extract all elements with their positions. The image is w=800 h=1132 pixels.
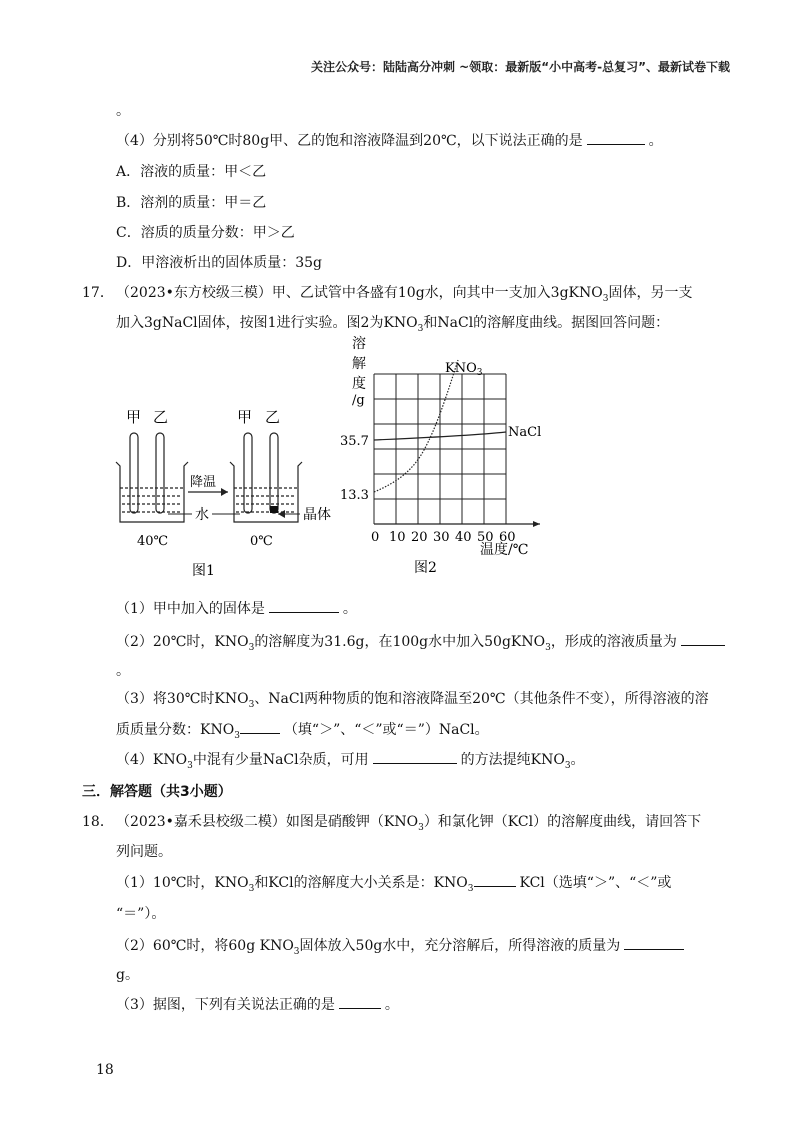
figure2-solubility-chart bbox=[328, 332, 558, 582]
q17-sub3-line1: （3）将30℃时$KNO_3$、NaCl两种物质的饱和溶液降温至20℃（其他条件不变），所得溶液的溶 bbox=[116, 691, 709, 710]
crystal-deposit bbox=[270, 506, 278, 513]
x-tick-label: 10 bbox=[389, 530, 406, 545]
label-jia-1: 甲 bbox=[126, 408, 142, 426]
arrowhead bbox=[221, 488, 228, 496]
beaker-2 bbox=[230, 433, 302, 522]
y-tick-13-3: 13.3 bbox=[340, 488, 369, 503]
crystal-arrowhead bbox=[278, 510, 285, 518]
trailing-period: 。 bbox=[116, 103, 130, 119]
kno3-label: $KNO_3$ bbox=[445, 361, 483, 378]
q18-sub1-line2: “＝”）。 bbox=[116, 906, 166, 922]
crystal-label: 晶体 bbox=[303, 507, 331, 523]
q17-sub2-end: 。 bbox=[116, 663, 130, 679]
x-tick-label: 20 bbox=[411, 530, 428, 545]
answer-blank[interactable] bbox=[474, 872, 516, 887]
y-axis-char-3: 度 bbox=[352, 376, 366, 392]
option-a: A．溶液的质量：甲＜乙 bbox=[116, 164, 267, 180]
page-header: 关注公众号：陆陆高分冲刺 ~领取：最新版“小中高考-总复习”、最新试卷下载 bbox=[311, 60, 730, 74]
temp-40: 40℃ bbox=[137, 534, 169, 549]
section-3-heading: 三．解答题（共3小题） bbox=[82, 784, 232, 800]
figure2-caption: 图2 bbox=[414, 560, 437, 576]
x-tick-label: 40 bbox=[455, 530, 472, 545]
x-axis-arrow bbox=[533, 521, 540, 527]
cooling-label: 降温 bbox=[190, 475, 217, 490]
q17-sub2: （2）20℃时，$KNO_3$的溶解度为31.6g，在100g水中加入50gKNO$_3$，形成的溶液质量为 bbox=[116, 631, 729, 653]
q18-stem-line1: （2023•嘉禾县校级二模）如图是硝酸钾$(KNO_3)$和氯化钾（KCl）的溶解度曲线，请回答下 bbox=[116, 814, 702, 833]
kno3-curve bbox=[374, 360, 458, 492]
figure1-caption: 图1 bbox=[192, 563, 215, 579]
label-yi-1: 乙 bbox=[153, 408, 169, 426]
y-tick-35-7: 35.7 bbox=[340, 434, 369, 449]
label-yi-2: 乙 bbox=[265, 408, 281, 426]
grid bbox=[374, 374, 506, 524]
q17-stem-line2: 加入3gNaCl固体，按图1进行实验。图2为$KNO_3$和NaCl的溶解度曲线。据图回答问题： bbox=[116, 315, 670, 334]
q18-sub1-line1: （1）10℃时，$KNO_3$和KCl的溶解度大小关系是：$KNO_3$ KCl（选填“＞”、“＜”或 bbox=[116, 872, 671, 894]
y-axis-char-2: 解 bbox=[352, 356, 366, 372]
option-b: B．溶剂的质量：甲＝乙 bbox=[116, 195, 267, 211]
x-tick-label: 0 bbox=[371, 530, 380, 545]
answer-blank[interactable] bbox=[339, 994, 381, 1009]
x-tick-label: 60 bbox=[499, 530, 516, 545]
water-label: 水 bbox=[195, 507, 209, 523]
y-axis-char-1: 溶 bbox=[352, 336, 366, 352]
answer-blank[interactable] bbox=[624, 935, 684, 950]
q17-sub3-line2: 质质量分数：$KNO_3$ （填“＞”、“＜”或“＝”）NaCl。 bbox=[116, 719, 489, 741]
temp-0: 0℃ bbox=[250, 534, 273, 549]
beaker-1 bbox=[116, 433, 188, 522]
answer-blank[interactable] bbox=[240, 719, 280, 734]
answer-blank[interactable] bbox=[681, 631, 725, 646]
option-c: C．溶质的质量分数：甲＞乙 bbox=[116, 225, 295, 241]
q17-number: 17． bbox=[82, 285, 114, 301]
q18-stem-line2: 列问题。 bbox=[116, 844, 172, 860]
answer-blank[interactable] bbox=[587, 130, 645, 145]
y-axis-char-4: /g bbox=[352, 393, 365, 408]
x-tick-label: 50 bbox=[477, 530, 494, 545]
q17-stem-line1: （2023•东方校级三模）甲、乙试管中各盛有10g水，向其中一支加入3gKNO$_3$固体，另一支 bbox=[116, 285, 693, 304]
q17-sub4: $(4)KNO_3$中混有少量NaCl杂质，可用 的方法提纯$KNO_3$。 bbox=[116, 749, 585, 771]
q18-sub2-line1: （2）60℃时，将60g $KNO_3$固体放入50g水中，充分溶解后，所得溶液的质量为 bbox=[116, 935, 688, 957]
label-jia-2: 甲 bbox=[237, 408, 253, 426]
page-number: 18 bbox=[96, 1062, 114, 1078]
q17-sub1: （1）甲中加入的固体是 。 bbox=[116, 598, 357, 618]
x-tick-label: 30 bbox=[433, 530, 450, 545]
x-axis-label: 温度/℃ bbox=[480, 542, 529, 558]
q16-sub4-stem: （4）分别将50℃时80g甲、乙的饱和溶液降温到20℃，以下说法正确的是 。 bbox=[116, 130, 663, 150]
answer-blank[interactable] bbox=[373, 749, 457, 764]
q18-sub3: （3）据图，下列有关说法正确的是 。 bbox=[116, 994, 399, 1014]
figure1-beakers bbox=[100, 400, 350, 585]
answer-blank[interactable] bbox=[269, 598, 339, 613]
option-d: D．甲溶液析出的固体质量：35g bbox=[116, 255, 323, 271]
nacl-label: NaCl bbox=[508, 425, 542, 440]
q18-sub2-line2: g。 bbox=[116, 967, 139, 983]
q18-number: 18． bbox=[82, 814, 114, 830]
